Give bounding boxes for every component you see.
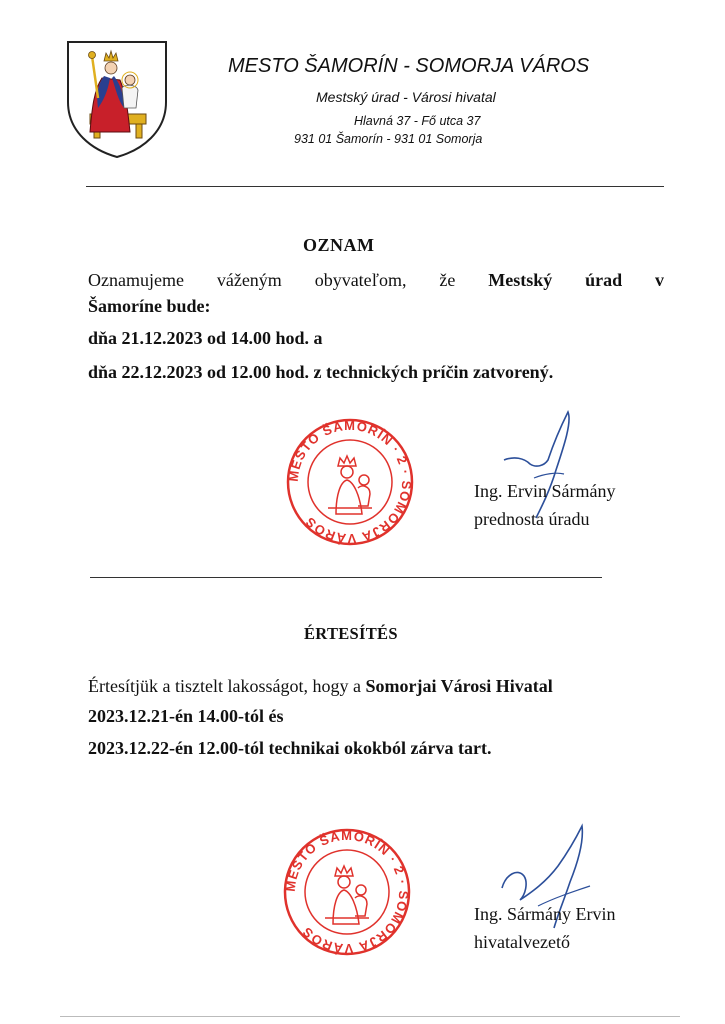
notice-sk-line-3: dňa 21.12.2023 od 14.00 hod. a	[88, 328, 323, 348]
stamp-ring-text: MESTO ŠAMORÍN · 2 · SOMORJA VÁROS	[282, 827, 412, 957]
official-stamp-icon	[284, 416, 416, 548]
signatory-name-hu: Ing. Sármány Ervin	[474, 904, 616, 924]
section-divider	[90, 577, 602, 578]
notice-hu-line-3: 2023.12.22-én 12.00-tól technikai okokból zárva tart.	[88, 738, 492, 758]
notice-hu-intro-bold: Somorjai Városi Hivatal	[365, 676, 553, 696]
notice-sk-line-4: dňa 22.12.2023 od 12.00 hod. z technických príčin zatvorený.	[88, 362, 554, 382]
notice-hu-intro	[88, 676, 553, 697]
signatory-name-sk: Ing. Ervin Sármány	[474, 481, 616, 501]
notice-heading-hu: ÉRTESÍTÉS	[304, 624, 398, 643]
coat-of-arms-icon	[64, 38, 170, 160]
header-divider	[86, 186, 664, 187]
notice-heading-sk: OZNAM	[303, 235, 375, 255]
signatory-title-hu: hivatalvezető	[474, 932, 570, 952]
signatory-title-sk: prednosta úradu	[474, 509, 590, 529]
address-city: 931 01 Šamorín - 931 01 Somorja	[294, 132, 483, 146]
city-title: MESTO ŠAMORÍN - SOMORJA VÁROS	[228, 55, 590, 77]
notice-hu-intro-plain: Értesítjük a tisztelt lakosságot, hogy a	[88, 676, 361, 696]
notice-sk-intro-plain: Oznamujeme váženým obyvateľom, že	[88, 270, 456, 290]
official-stamp-icon	[281, 826, 413, 958]
notice-sk-line-2: Šamoríne bude:	[88, 296, 211, 316]
address-street: Hlavná 37 - Fő utca 37	[354, 114, 481, 128]
page-bottom-edge	[60, 1016, 680, 1017]
office-subtitle: Mestský úrad - Városi hivatal	[316, 89, 496, 105]
signature-scribble-icon	[500, 408, 592, 520]
notice-sk-intro-bold: Mestský úrad v	[488, 270, 664, 290]
notice-hu-line-2: 2023.12.21-én 14.00-tól és	[88, 706, 284, 726]
stamp-ring-text: MESTO ŠAMORÍN · 2 · SOMORJA VÁROS	[285, 417, 415, 547]
notice-sk-intro	[88, 270, 664, 291]
